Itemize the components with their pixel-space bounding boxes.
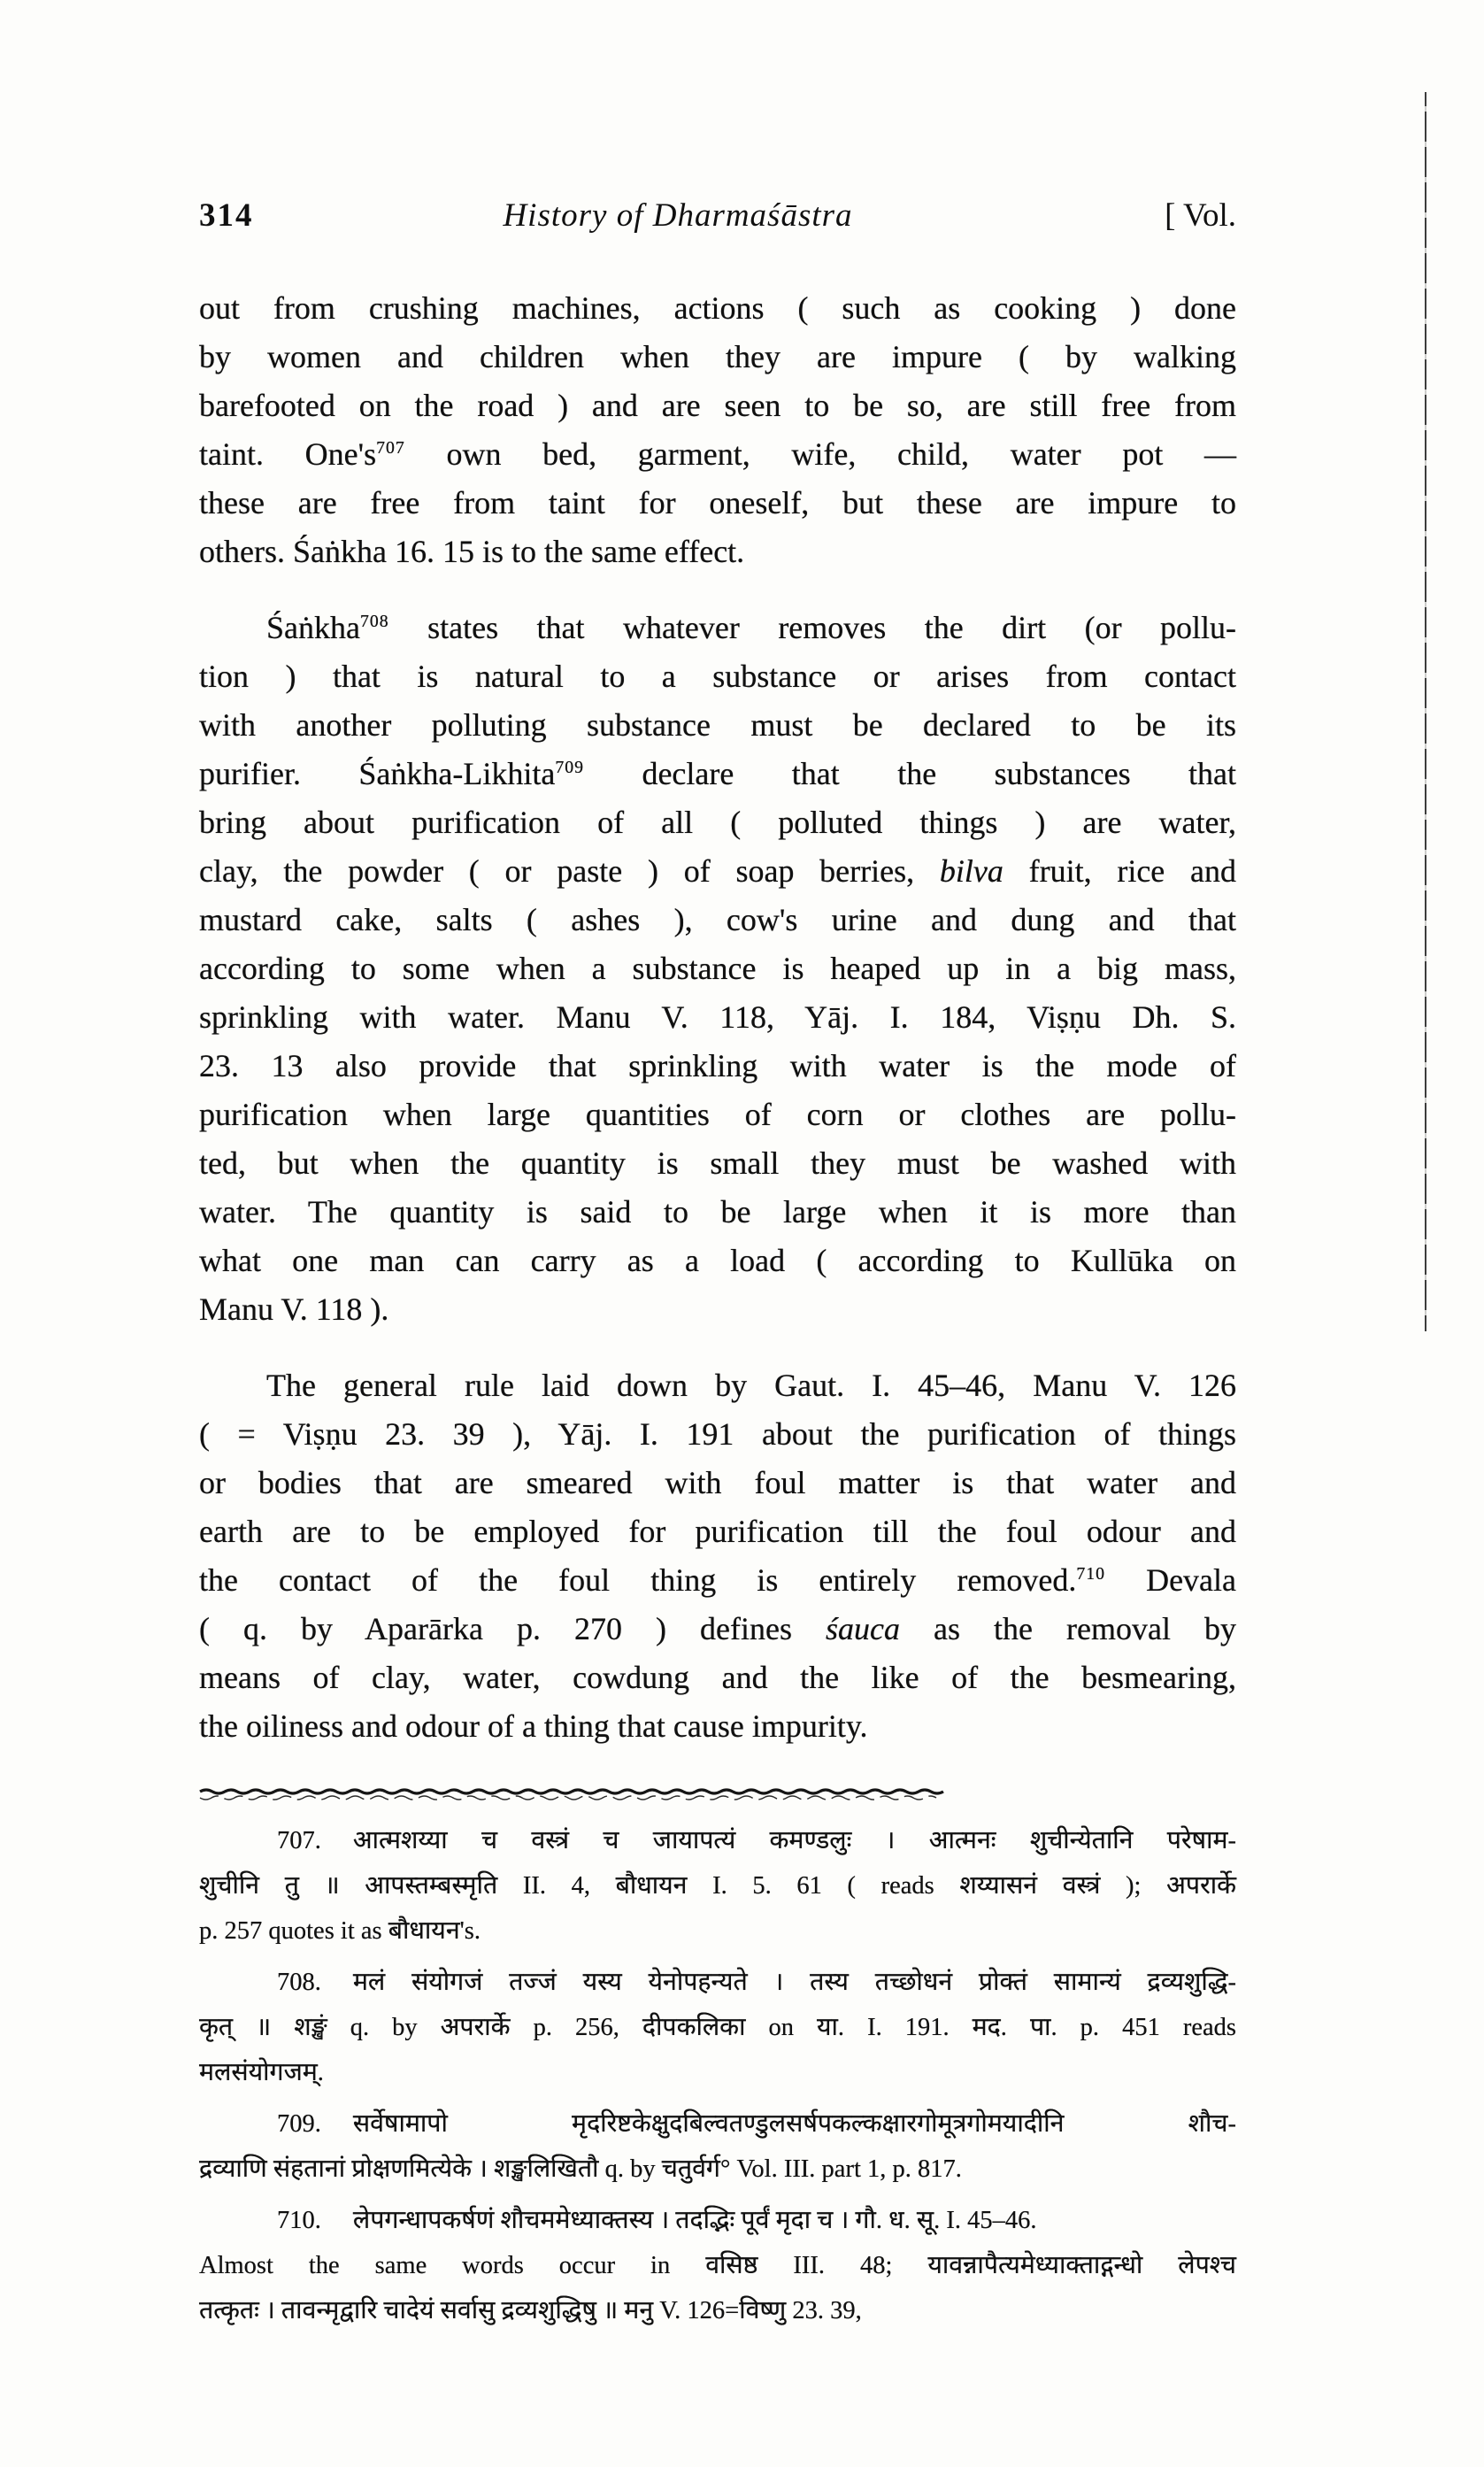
- text-line: [199, 2288, 1236, 2333]
- text-segment: means of clay, water, cowdung and the like of the besmearing,: [199, 1660, 1236, 1695]
- text-segment: the oiliness and odour of a thing that cause impurity.: [199, 1708, 868, 1744]
- text-line: [199, 2243, 1236, 2288]
- text-line: [199, 1459, 1236, 1507]
- text-segment: with another polluting substance must be declared to be its: [199, 707, 1236, 743]
- page-edge-scan-line: [1425, 92, 1426, 1331]
- text-segment: Devala: [1105, 1562, 1237, 1598]
- footnotes: [199, 1818, 1236, 2333]
- text-segment: सर्वेषामापो मृदरिष्टकेक्षुदबिल्वतण्डुलसर्षपकल्कक्षारगोमूत्रगोमयादीनि शौच-: [352, 2110, 1236, 2138]
- text-line: [199, 2198, 1236, 2243]
- text-segment: 23. 13 also provide that sprinkling with water is the mode of: [199, 1048, 1236, 1083]
- text-segment: तत्कृतः । तावन्मृद्वारि चादेयं सर्वासु द्रव्यशुद्धिषु ॥ मनु V. 126=विष्णु 23. 39,: [199, 2297, 862, 2324]
- footnote: [199, 1960, 1236, 2095]
- text-line: [199, 652, 1236, 701]
- text-line: [199, 430, 1236, 479]
- footnote-ref: 709: [555, 758, 585, 777]
- text-segment: taint. One's: [199, 436, 377, 472]
- text-line: [199, 1188, 1236, 1237]
- text-segment: द्रव्याणि संहतानां प्रोक्षणमित्येके । शङ्खलिखितौ q. by चतुर्वर्ग° Vol. III. part 1, p. 817.: [199, 2155, 962, 2183]
- text-segment: own bed, garment, wife, child, water pot —: [404, 436, 1236, 472]
- text-segment: water. The quantity is said to be large when it is more than: [199, 1194, 1236, 1230]
- text-line: [199, 1410, 1236, 1459]
- text-line: [199, 1818, 1236, 1863]
- text-line: [199, 2147, 1236, 2192]
- text-segment: p. 257 quotes it as बौधायन's.: [199, 1917, 481, 1945]
- text-segment: ( q. by Aparārka p. 270 ) defines: [199, 1611, 827, 1646]
- page-number: 314: [199, 197, 254, 234]
- text-segment: fruit, rice and: [1003, 853, 1237, 889]
- text-line: [199, 701, 1236, 750]
- running-title: History of Dharmaśāstra: [503, 197, 853, 234]
- text-line: [199, 528, 1236, 576]
- text-segment: purification when large quantities of corn or clothes are pollu-: [199, 1097, 1236, 1132]
- footnote-number: 710.: [277, 2207, 321, 2234]
- text-line: [199, 284, 1236, 333]
- text-segment: tion ) that is natural to a substance or arises from contact: [199, 659, 1236, 694]
- text-segment: or bodies that are smeared with foul matter is that water and: [199, 1465, 1236, 1500]
- text-segment: लेपगन्धापकर्षणं शौचममेध्याक्तस्य । तदद्भिः पूर्वं मृदा च । गौ. ध. सू. I. 45–46.: [352, 2207, 1037, 2234]
- text-segment: the contact of the foul thing is entirely removed.: [199, 1562, 1077, 1598]
- emphasis-text: bilva: [939, 853, 1003, 889]
- text-line: [199, 1654, 1236, 1702]
- text-segment: barefooted on the road ) and are seen to be so, are still free from: [199, 388, 1236, 423]
- text-line: [199, 2005, 1236, 2050]
- footnote-number: 707.: [277, 1827, 321, 1854]
- footnote: [199, 2101, 1236, 2192]
- text-line: [199, 1237, 1236, 1285]
- text-line: [199, 1960, 1236, 2005]
- text-segment: as the removal by: [900, 1611, 1237, 1646]
- text-segment: declare that the substances that: [584, 756, 1236, 791]
- text-line: [199, 1605, 1236, 1654]
- text-segment: Śaṅkha: [266, 610, 360, 645]
- text-segment: out from crushing machines, actions ( such as cooking ) done: [199, 290, 1236, 326]
- text-segment: according to some when a substance is heaped up in a big mass,: [199, 951, 1236, 986]
- footnote-ref: 710: [1076, 1564, 1105, 1584]
- footnote-ref: 707: [376, 438, 405, 458]
- text-segment: Manu V. 118 ).: [199, 1291, 389, 1327]
- paragraph: [199, 604, 1236, 1334]
- footnote-ref: 708: [359, 612, 389, 631]
- text-segment: earth are to be employed for purification till the foul odour and: [199, 1514, 1236, 1549]
- text-line: [199, 944, 1236, 993]
- text-line: [199, 604, 1236, 652]
- text-segment: states that whatever removes the dirt (or pollu-: [388, 610, 1236, 645]
- text-line: [199, 993, 1236, 1042]
- text-segment: मलसंयोगजम्.: [199, 2059, 324, 2086]
- text-line: [199, 479, 1236, 528]
- text-segment: मलं संयोगजं तज्जं यस्य येनोपहन्यते । तस्य तच्छोधनं प्रोक्तं सामान्यं द्रव्यशुद्धि-: [352, 1969, 1236, 1996]
- main-text: [199, 284, 1236, 1751]
- text-segment: by women and children when they are impure ( by walking: [199, 339, 1236, 374]
- text-segment: these are free from taint for oneself, but these are impure to: [199, 485, 1236, 520]
- page-content: [199, 197, 1236, 2333]
- text-line: [199, 1702, 1236, 1751]
- footnote-number: 709.: [277, 2110, 321, 2138]
- text-segment: ( = Viṣṇu 23. 39 ), Yāj. I. 191 about the purification of things: [199, 1416, 1236, 1452]
- emphasis-text: śauca: [826, 1611, 901, 1646]
- text-segment: sprinkling with water. Manu V. 118, Yāj. I. 184, Viṣṇu Dh. S.: [199, 999, 1236, 1035]
- text-line: [199, 1139, 1236, 1188]
- text-line: [199, 798, 1236, 847]
- text-segment: mustard cake, salts ( ashes ), cow's urine and dung and that: [199, 902, 1236, 937]
- paragraph: [199, 284, 1236, 576]
- text-segment: The general rule laid down by Gaut. I. 45–46, Manu V. 126: [266, 1368, 1236, 1403]
- text-segment: Almost the same words occur in वसिष्ठ III. 48; यावन्नापैत्यमेध्याक्ताद्गन्धो लेपश्च: [199, 2252, 1236, 2279]
- text-line: [199, 1042, 1236, 1091]
- text-line: [199, 2101, 1236, 2147]
- text-line: [199, 2050, 1236, 2095]
- text-line: [199, 1361, 1236, 1410]
- text-line: [199, 1507, 1236, 1556]
- text-segment: ted, but when the quantity is small they must be washed with: [199, 1145, 1236, 1181]
- text-line: [199, 1908, 1236, 1954]
- text-segment: कृत् ॥ शङ्खं q. by अपरार्के p. 256, दीपकलिका on या. I. 191. मद. पा. p. 451 reads: [199, 2014, 1236, 2041]
- text-line: [199, 750, 1236, 798]
- footnote: [199, 1818, 1236, 1954]
- page-header: [199, 197, 1236, 235]
- text-segment: clay, the powder ( or paste ) of soap berries,: [199, 853, 940, 889]
- footnote-separator: [199, 1786, 944, 1802]
- volume-label: [ Vol.: [1165, 197, 1236, 234]
- paragraph: [199, 1361, 1236, 1751]
- text-line: [199, 382, 1236, 430]
- text-segment: purifier. Śaṅkha-Likhita: [199, 756, 556, 791]
- text-line: [199, 333, 1236, 382]
- text-line: [199, 1091, 1236, 1139]
- text-segment: शुचीनि तु ॥ आपस्तम्बस्मृति II. 4, बौधायन I. 5. 61 ( reads शय्यासनं वस्त्रं ); अपरार्के: [199, 1872, 1236, 1900]
- text-line: [199, 1863, 1236, 1908]
- footnote-number: 708.: [277, 1969, 321, 1996]
- text-line: [199, 896, 1236, 944]
- text-line: [199, 1285, 1236, 1334]
- text-segment: आत्मशय्या च वस्त्रं च जायापत्यं कमण्डलुः । आत्मनः शुचीन्येतानि परेषाम-: [352, 1827, 1236, 1854]
- text-line: [199, 1556, 1236, 1605]
- footnote: [199, 2198, 1236, 2333]
- text-segment: bring about purification of all ( polluted things ) are water,: [199, 805, 1236, 840]
- text-line: [199, 847, 1236, 896]
- text-segment: others. Śaṅkha 16. 15 is to the same effect.: [199, 534, 745, 569]
- text-segment: what one man can carry as a load ( according to Kullūka on: [199, 1243, 1236, 1278]
